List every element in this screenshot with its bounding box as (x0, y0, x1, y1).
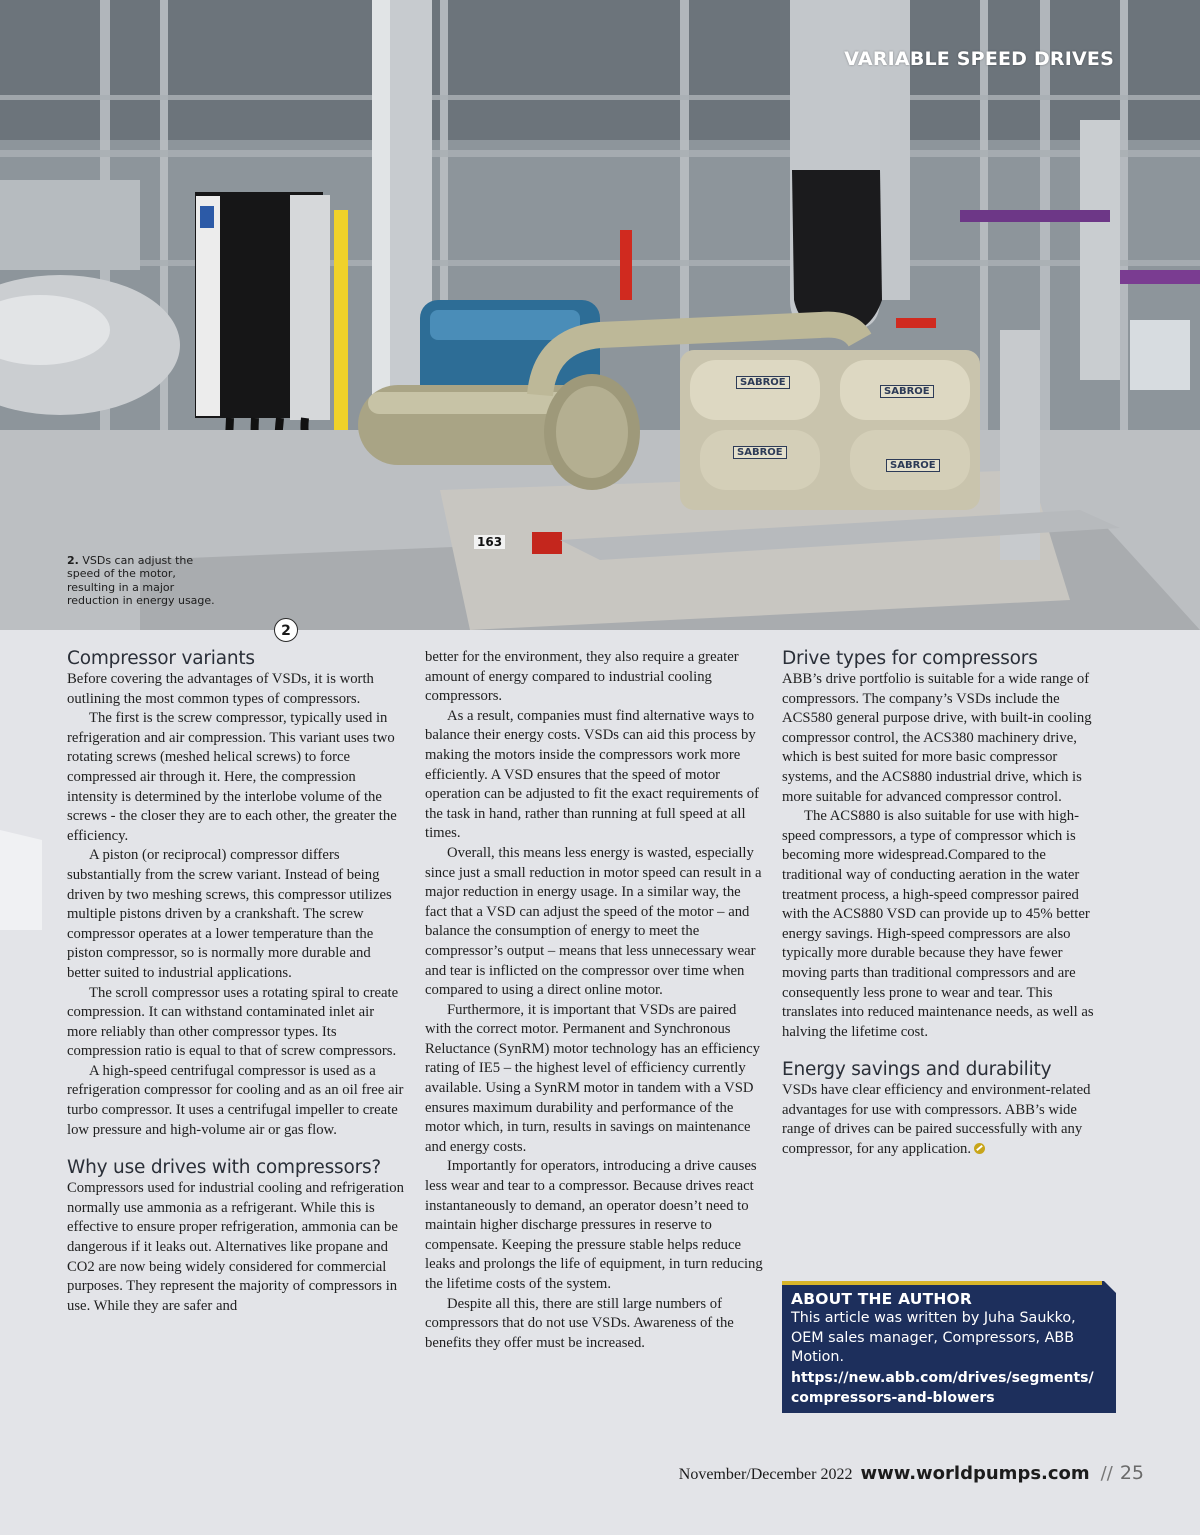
machine-label: SABROE (736, 376, 790, 389)
heading-energy-savings: Energy savings and durability (782, 1059, 1052, 1081)
heading-compressor-variants: Compressor variants (67, 648, 255, 669)
footer-separator: // (1100, 1463, 1113, 1484)
column-3 (782, 648, 1104, 1160)
machine-label: SABROE (880, 385, 934, 398)
paragraph-last (782, 1081, 1104, 1159)
page-footer (679, 1462, 1144, 1484)
paragraph: Overall, this means less energy is wasted, especially since just a small reduction in motor speed can result in a major reduction in energy usage. In a similar way, the fact that a VSD can adjust the speed of the motor – and balance the consumption of energy to meet the compressor’s output – means that less unnecessary wear and tear is inflicted on the compressor over time when compared to using a direct online motor. (425, 844, 762, 999)
machine-label: SABROE (733, 446, 787, 459)
figure-badge: 2 (274, 618, 298, 642)
website-link[interactable]: www.worldpumps.com (860, 1463, 1090, 1484)
machine-label: SABROE (886, 459, 940, 472)
paragraph: ABB’s drive portfolio is suitable for a wide range of compressors. The company’s VSDs include the ACS580 general purpose drive, with built-in cooling compressor control, the ACS380 machinery drive, which is best suited for more basic compressor systems, and the ACS880 industrial drive, which is more suitable for advanced compressor control. (782, 671, 1092, 805)
end-of-article-icon (974, 1143, 985, 1154)
author-link[interactable]: https://new.abb.com/drives/segments/ compressors-and-blowers (791, 1369, 1094, 1406)
paragraph: Furthermore, it is important that VSDs are paired with the correct motor. Permanent and Synchronous Reluctance (SynRM) motor technology has an efficiency rating of IE5 – the highest level of efficiency currently available. Using a SynRM motor in tandem with a VSD ensures maximum durability and performance of the motor which, in turn, results in savings on maintenance and energy costs. (425, 1001, 760, 1155)
paragraph: better for the environment, they also require a greater amount of energy compared to industrial cooling compressors. (425, 649, 739, 705)
about-the-author-box (782, 1281, 1116, 1413)
paragraph: The ACS880 is also suitable for use with high-speed compressors, a type of compressor which is becoming more widespread.Compared to the traditional way of conducting aeration in the water treatment process, a high-speed compressor paired with the ACS880 VSD can provide up to 45% better energy savings. High-speed compressors are also typically more durable because they have fewer moving parts than traditional compressors and are consequently less prone to wear and tear. This translates into reduced maintenance needs, as well as halving the lifetime cost. (782, 808, 1094, 1040)
heading-why-use-drives: Why use drives with compressors? (67, 1157, 382, 1179)
paragraph-text: VSDs have clear efficiency and environment-related advantages for use with compressors. ABB’s wide range of drives can be paired successfully with any compressor, for any application. (782, 1082, 1091, 1158)
paragraph: The first is the screw compressor, typically used in refrigeration and air compression. This variant uses two rotating screws (meshed helical screws) to force compressed air through it. Here, the compression intensity is determined by the interlobe volume of the screws - the closer they are to each other, the greater the efficiency. (67, 710, 397, 844)
page-number: 25 (1119, 1462, 1144, 1484)
paragraph: A high-speed centrifugal compressor is used as a refrigeration compressor for cooling and as an oil free air turbo compressor. It uses a centrifugal impeller to create low pressure and high-volume air or gas flow. (67, 1062, 404, 1138)
paragraph: Despite all this, there are still large numbers of compressors that do not use VSDs. Awareness of the benefits they offer must be increased. (425, 1295, 734, 1351)
column-2 (425, 648, 763, 1353)
author-box-title: ABOUT THE AUTHOR (791, 1290, 973, 1308)
figure-caption (67, 554, 227, 607)
caption-text: VSDs can adjust the speed of the motor, resulting in a major reduction in energy usage. (67, 554, 215, 607)
paragraph: The scroll compressor uses a rotating spiral to create compression. It can withstand contaminated inlet air more reliably than other compressor types. Its compression ratio is equal to that of screw compressors. (67, 984, 399, 1060)
paragraph: As a result, companies must find alternative ways to balance their energy costs. VSDs can aid this process by making the motors inside the compressors work more efficiently. A VSD ensures that the speed of motor operation can be adjusted to fit the exact requirements of the task in hand, rather than running at full speed at all times. (425, 707, 760, 842)
issue-date: November/December 2022 (678, 1466, 853, 1483)
paragraph: Before covering the advantages of VSDs, it is worth outlining the most common types of compressors. (67, 671, 374, 707)
paragraph: Compressors used for industrial cooling and refrigeration normally use ammonia as a refrigerant. While this is effective to ensure proper refrigeration, ammonia can be dangerous if it leaks out. Alternatives like propane and CO2 are now being widely considered for commercial purposes. They represent the majority of compressors in use. While they are safer and (67, 1180, 404, 1314)
plate-number: 163 (474, 535, 505, 549)
paragraph: A piston (or reciprocal) compressor differs substantially from the screw variant. Instead of being driven by two meshing screws, this compressor utilizes multiple pistons driven by a crankshaft. The screw compressor operates at a lower temperature than the piston compressor, so is normally more durable and better suited to industrial applications. (67, 847, 392, 981)
compressor-photo (0, 0, 1200, 630)
section-label: VARIABLE SPEED DRIVES (844, 48, 1114, 70)
compressor-room-illustration (0, 0, 1200, 630)
paragraph: Importantly for operators, introducing a drive causes less wear and tear to a compressor. Because drives react instantaneously to demand, an operator doesn’t need to maintain higher discharge pressures in reserve to compensate. Keeping the pressure stable helps reduce leaks and prolongs the life of equipment, in turn reducing the lifetime costs of the system. (425, 1158, 763, 1292)
heading-drive-types: Drive types for compressors (782, 648, 1038, 669)
decorative-corner (0, 630, 42, 930)
caption-number: 2. (67, 554, 79, 567)
column-1 (67, 648, 405, 1316)
author-bio: This article was written by Juha Saukko, OEM sales manager, Compressors, ABB Motion. (791, 1310, 1076, 1365)
